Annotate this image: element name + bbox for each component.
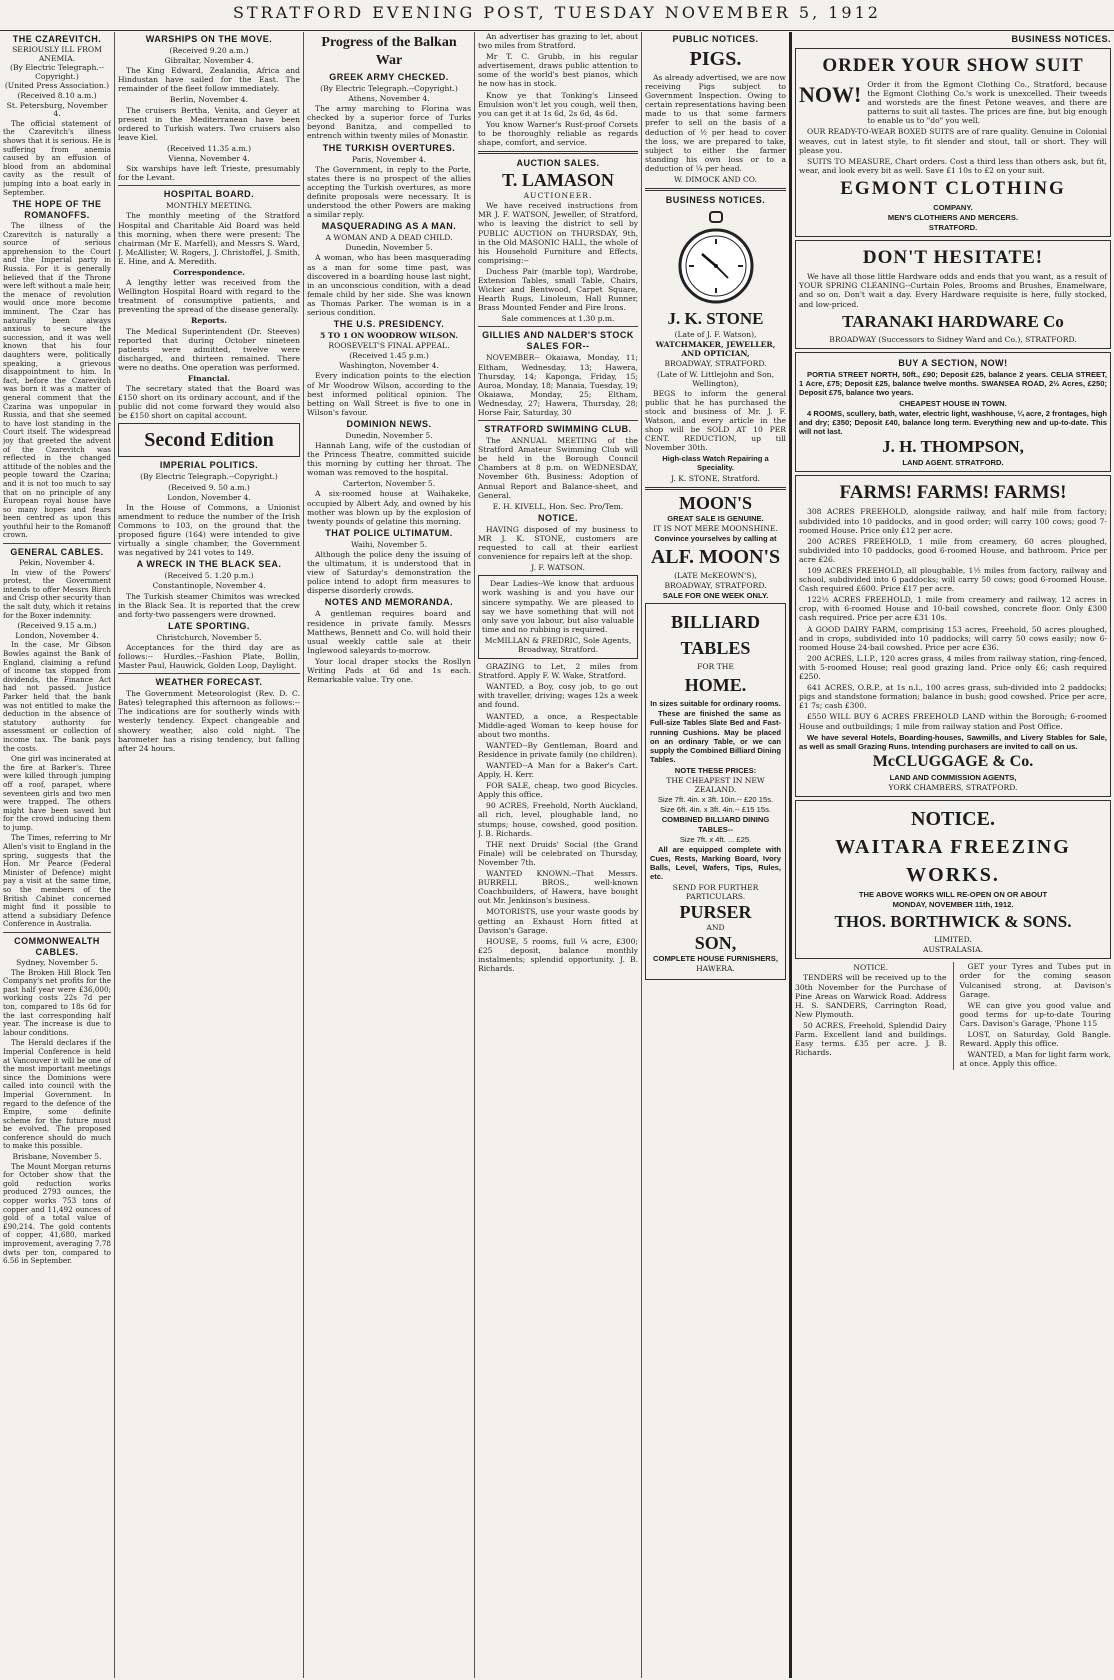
ad-subtitle: COMPANY. — [933, 202, 973, 212]
subheadline: ROOSEVELT'S FINAL APPEAL. — [328, 341, 450, 351]
ad-title: MOON'S — [678, 492, 752, 513]
ad-text: BEGS to inform the general public that he has purchased the stock and business of Mr. J. F. Watson, and every article in the shop will be SOLD AT 10 PER CENT. REDUCTION, up till November 30th. — [645, 388, 786, 453]
received: (Received 9.15 a.m.) — [17, 621, 97, 631]
received: (Received 9.20 a.m.) — [169, 46, 249, 55]
headline: MASQUERADING AS A MAN. — [321, 221, 457, 232]
article-text: The army marching to Florina was checked by a superior force of Turks beyond Banitza, and compelled to entrench within twenty miles of Monastir. — [307, 104, 471, 141]
article-text: You know Warner's Rust-proof Corsets to be thoroughly reliable as regards shape, comfort, and service. — [478, 119, 638, 148]
article-text: One girl was incinerated at the fire at Barker's. Three were killed through jumping off a roof, parapet, where seventeen girls and two men were trapped. The others might have been saved but for the crowd inducing them to jump. — [3, 754, 111, 832]
dateline: Constantinople, November 4. — [152, 581, 266, 591]
price: Size 7ft. x 4ft. ... £25. — [679, 834, 752, 844]
received: (Received 8.10 a.m.) — [17, 90, 97, 100]
classified: WANTED, a once, a Respectable Middle-aged Woman to keep house for about two months. — [478, 711, 638, 739]
ad-subtitle: LIMITED. — [934, 935, 972, 945]
ad-subtitle: CHEAPEST HOUSE IN TOWN. — [899, 398, 1007, 408]
classified: WANTED--A Man for a Baker's Cart. Apply, H. Kerr. — [478, 761, 638, 780]
classified: WANTED KNOWN.--That Messrs. BURRELL BROS., well-known Coachbuilders, of Hawera, have bought out Mr. Jenkinson's business. — [478, 869, 638, 906]
article-text: A woman, who has been masquerading as a man for some time past, was discovered in a boarding house last night, in an unconscious condition, with a dead female child by her side. She was known as Thomas Parker. The woman is in a serious condition. — [307, 253, 471, 317]
headline: HOSPITAL BOARD. — [163, 189, 255, 200]
ad-text: SUITS TO MEASURE, Chart orders. Cost a third less than others ask, but fit, wear, and look every bit as well. Save £1 10s to £2 on your suit. — [799, 156, 1107, 175]
price: Size 7ft. 4in. x 3ft. 10in.-- £20 15s. — [657, 795, 774, 805]
edition-banner: Second Edition — [144, 429, 274, 452]
ad-text: As already advertised, we are now receiving Pigs subject to Government Inspection. Owing to certain representations having been made to us that some farmers prefer to sell on the basis of a deduction of ½ per head to cover the loss, we are prepared to take, subject to either the farmer standing his own loss or to a deduction of ¼ per head. — [645, 73, 786, 173]
classified: WANTED, a Boy, cosy job, to go out with traveller, driving; wages 12s a week and found. — [478, 682, 638, 710]
listing: 200 ACRES, L.I.P., 120 acres grass, 4 miles from railway station, ring-fenced, with 5-roomed House; real good grazing land. Price only £6; cash required £250. — [799, 653, 1107, 682]
subheadline: A WOMAN AND A DEAD CHILD. — [325, 233, 453, 243]
billiard-ad — [645, 603, 786, 979]
listing: 122½ ACRES FREEHOLD, 1 mile from creamery and railway, 12 acres in crop, with 6-roomed House and 10-bail cowshed, concrete floor. Only £300 cash required. Price per acre £31 10s. — [799, 595, 1107, 623]
headline: WEATHER FORECAST. — [155, 677, 263, 688]
ad-subtitle: FOR THE — [697, 662, 734, 672]
ad-text: These are finished the same as Full-size Tables Slate Bed and Fast-running Cushions. May be placed on an ordinary Table, or we can supply the Combined Billiard Dining Tables. — [650, 709, 781, 764]
headline: NOTICE. — [537, 512, 578, 523]
column-6 — [795, 32, 1111, 1678]
dateline: London, November 4. — [167, 492, 251, 502]
ad-title: WAITARA FREEZING — [835, 835, 1071, 858]
ad-subtitle: MONDAY, NOVEMBER 11th, 1912. — [892, 900, 1014, 910]
classified: TENDERS will be received up to the 30th November for the Purchase of Pine Areas on Warwick Road. Address H. S. SANDERS, Carrington Road, New Plymouth. — [795, 973, 947, 1019]
address: BROADWAY (Successors to Sidney Ward and Co.), STRATFORD. — [829, 334, 1077, 344]
classified: WE can give you good value and good terms for up-to-date Touring Cars. Davison's Garage, 'Phone 115 — [959, 1000, 1111, 1028]
auctioneer-title: AUCTIONEER. — [523, 191, 593, 201]
clock-icon — [678, 210, 754, 306]
signature: McMILLAN & FREDRIC, Sole Agents, Broadway, Stratford. — [484, 635, 632, 654]
ad-title: THOS. BORTHWICK & SONS. — [834, 912, 1072, 932]
article-text: Although the police deny the issuing of the ultimatum, it is understood that in view of Saturday's demonstration the police intend to adopt firm measures to disperse disorderly crowds. — [307, 549, 471, 596]
section-heading: BUSINESS NOTICES. — [665, 195, 766, 206]
article-text: A lengthy letter was received from the Wellington Hospital Board with regard to the treatment of consumptive patients, and preventing the spread of the disease generally. — [118, 278, 300, 315]
headline: Progress of the Balkan War — [321, 35, 457, 68]
ad-text: HAVING disposed of my business to MR J. K. STONE, customers are requested to call at their earliest convenience for repairs left at the shop. — [478, 524, 638, 562]
article-text: In the case, Mr Gibson Bowles against the Bank of England, claiming a refund of income tax stopped from dividends, the Finance Act had not passed. Justice Parker held that the bank was not entitled to make the deduction in the absence of statutory authority for assessment or collection of income tax. The bank pays the costs. — [3, 640, 111, 753]
dateline: Dunedin, November 5. — [345, 243, 433, 253]
ad-subtitle: (Late of W. Littlejohn and Son, Wellington), — [657, 369, 774, 388]
headline: COMMONWEALTH CABLES. — [14, 936, 100, 957]
ad-title: TABLES — [680, 638, 751, 659]
ad-title: ORDER YOUR SHOW SUIT — [822, 55, 1084, 76]
masthead: STRATFORD EVENING POST, TUESDAY NOVEMBER 5, 1912 — [0, 0, 1114, 31]
article-text: The Medical Superintendent (Dr. Steeves) reported that during October nineteen patients were admitted, twelve were discharged, and thirteen remained. There were no deaths. One operation was performed. — [118, 326, 300, 372]
ad-subtitle: IT IS NOT MERE MOONSHINE. — [653, 523, 778, 533]
ad-title: DON'T HESITATE! — [862, 247, 1044, 269]
section-ad — [795, 352, 1111, 473]
dateline: London, November 4. — [15, 630, 99, 640]
classified: MOTORISTS, use your waste goods by getting an Exhaust Horn fitted at Davison's Garage. — [478, 907, 638, 935]
headline: WARSHIPS ON THE MOVE. — [145, 34, 273, 44]
ad-title: WORKS. — [906, 863, 1000, 886]
ad-text: 4 ROOMS, scullery, bath, water, electric light, washhouse, ¼ acre, 2 frontages, high and dry; £350; Deposit £40, balance long term. Everything new and up-to-date. This will not last. — [799, 409, 1107, 437]
ad-text: We have several Hotels, Boarding-houses, Sawmills, and Livery Stables for Sale, as well as small Grazing Runs. Intending purchasers are invited to call on us. — [799, 732, 1107, 751]
ad-subtitle: THE ABOVE WORKS WILL RE-OPEN ON OR ABOUT — [858, 889, 1048, 899]
received: (Received 1.45 p.m.) — [349, 351, 429, 361]
headline: GILLIES AND NALDER'S STOCK SALES FOR-- — [482, 330, 634, 352]
column-4 — [478, 32, 638, 1678]
ad-text: In sizes suitable for ordinary rooms. — [650, 699, 781, 709]
article-text: The illness of the Czarevitch is naturally a source of serious apprehension to the Court and the Imperial party in Russia. For it is generally believed that if the Throne were left without a male heir, the menace of revolution would once more become imminent. The Czar has naturally been always anxious to secure the succession, and it was well known that his four daughters were, politically speaking, a grievous disappointment to him. In fact, before the Czarevitch was born it was a matter of general comment that the Czarina was unpopular in Russia, and that she seemed to have lost standing in the Court itself. The widespread joy that greeted the advent of the Czarevitch was reflected in the changed attitude of the nobles and the people toward the Czarina; and it is not too much to say that on no principle of any European royal house have so many hopes and fears been centred as upon this youthful heir to the Romanoff crown. — [3, 221, 111, 540]
ad-text: OUR READY-TO-WEAR BOXED SUITS are of rare quality. Genuine in Colonial weaves, cut in latest style, to fit slender and stout, tall or short. They will please you. — [799, 127, 1107, 155]
article-text: Every indication points to the election of Mr Woodrow Wilson, according to the best informed political opinion. The betting on Wall Street is five to one in Wilson's favour. — [307, 371, 471, 417]
ad-title: ALF. MOON'S — [650, 545, 781, 568]
price: Size 6ft. 4in. x 3ft. 4in.-- £15 15s. — [659, 805, 771, 815]
ad-subtitle: COMPLETE HOUSE FURNISHERS, — [653, 954, 778, 964]
listing: 109 ACRES FREEHOLD, all ploughable, 1½ miles from factory, railway and school, subdivided into 6 paddocks; will carry 50 cows; good 6-roomed House. Cash required £600. Price £17 per acre. — [799, 566, 1107, 594]
column-3 — [307, 32, 471, 1678]
article-text: The Government, in reply to the Porte, states there is no prospect of the allies accepting the Turkish overtures, as more definite proposals were necessary. It is understood the other Powers are making a similar reply. — [307, 164, 471, 220]
listing: £550 WILL BUY 6 ACRES FREEHOLD LAND within the Borough; 6-roomed House and outbuildings; 1 mile from railway station and Post Office. — [799, 712, 1107, 731]
freezing-works-ad — [795, 800, 1111, 959]
column-5 — [645, 32, 786, 1678]
classified: 90 ACRES, Freehold, North Auckland, all rich, level, ploughable land, no stumps; house, cowshed, good position. J. B. Richards. — [478, 801, 638, 838]
signature: J. F. WATSON. — [531, 563, 585, 573]
ad-subtitle: Convince yourselves by calling at — [654, 533, 777, 543]
credit: (By Electric Telegraph.--Copyright.) — [320, 84, 458, 93]
ad-subtitle: THE CHEAPEST IN NEW ZEALAND. — [666, 776, 765, 795]
ad-subtitle: AUSTRALASIA. — [923, 945, 983, 955]
article-text: Six warships have left Trieste, presumably for the Levant. — [118, 164, 300, 183]
dateline: Brisbane, November 5. — [12, 1152, 102, 1162]
article-text: The King Edward, Zealandia, Africa and Hindustan have sailed for the East. The remainder of the fleet follow immediately. — [118, 66, 300, 94]
dateline: Waihi, November 5. — [350, 539, 428, 549]
ad-text: Duchess Pair (marble top), Wardrobe, Extension Tables, small Table, Chairs, Wicker and Bentwood, Carpet Square, Hearth Rugs, Linoleum, Hall Runner, Brass Mounted Fender and Fire Irons. — [478, 266, 638, 313]
ad-subtitle: SALE FOR ONE WEEK ONLY. — [662, 591, 769, 601]
section-heading: Correspondence. — [173, 267, 245, 277]
article-text: A gentleman requires board and residence in private family. Messrs Matthews, Bennett and Co. will hold their usual weekly cattle sale at their Inglewood saleyards to-morrow. — [307, 609, 471, 655]
signature: E. H. KIVELL, Hon. Sec. Pro/Tem. — [492, 501, 624, 511]
classifieds-left — [795, 962, 947, 1070]
dateline: Dunedin, November 5. — [345, 430, 433, 440]
headline: NOTES AND MEMORANDA. — [324, 597, 454, 608]
article-text: In the House of Commons, a Unionist amendment to reduce the number of the Irish Commons to 103, on the ground that the proposed figure (164) were intended to give virtually a single chamber, the Government was negatived by 241 votes to 149. — [118, 502, 300, 558]
ad-text: NOVEMBER-- Okaiawa, Monday, 11; Eltham, Wednesday, 13; Hawera, Thursday, 14; Kaponga, Friday, 15; Auroa, Monday, 18; Manaia, Tuesday, 19; Okaiawa, Monday, 25; Eltham, Wednesday, 27; Hawera, Thursday, 28; Horse Fair, Saturday, 30 — [478, 353, 638, 417]
dateline: Gibraltar, November 4. — [164, 56, 254, 66]
article-text: The Broken Hill Block Ten Company's net profits for the past half year were £36,000; working costs 22s 7d per ton, compared to 18s 6d for the last corresponding half year. The increase is due to labour conditions. — [3, 967, 111, 1037]
farms-ad — [795, 475, 1111, 797]
ad-subtitle: (Late of J. F. Watson), — [674, 330, 757, 340]
headline: THE CZAREVITCH. — [12, 34, 102, 44]
headline: A WRECK IN THE BLACK SEA. — [136, 559, 282, 570]
received: (Received 11.35 a.m.) — [166, 143, 252, 153]
headline: STRATFORD SWIMMING CLUB. — [484, 424, 632, 435]
signature: J. K. STONE, Stratford. — [670, 473, 761, 483]
ad-text: Order it from the Egmont Clothing Co., Stratford, because the Egmont Clothing Co.'s work is unexcelled. Their tweeds and worsteds are the finest Petone weaves, and there are patterns to suit all tastes. The prices are fine, but big enough to enable us to "do" you well. — [867, 80, 1107, 126]
section-heading: BUSINESS NOTICES. — [1011, 34, 1111, 44]
address: LAND AGENT. STRATFORD. — [902, 458, 1004, 468]
classified: 50 ACRES, Freehold, Splendid Dairy Farm. Excellent land and buildings. Easy terms. £35 per acre. J. B. Richards. — [795, 1020, 947, 1058]
ad-subtitle: COMBINED BILLIARD DINING TABLES-- — [661, 815, 770, 834]
ad-title: BUY A SECTION, NOW! — [898, 357, 1008, 368]
address: BROADWAY, STRATFORD. — [664, 581, 767, 590]
show-suit-ad — [795, 48, 1111, 237]
headline: LATE SPORTING. — [168, 620, 250, 631]
ad-subtitle: LAND AND COMMISSION AGENTS, — [889, 772, 1017, 782]
ad-text: We have all those little Hardware odds and ends that you want, as a result of YOUR SPRING CLEANING--Curtain Poles, Brooms and Brushes, Enamelware, and so on. Don't wait a day. Every Hardware requisite is here, fully stocked, and low-priced. — [799, 272, 1107, 309]
dateline: Paris, November 4. — [352, 154, 426, 164]
ad-title: HOME. — [684, 675, 747, 696]
signature: W. DIMOCK AND CO. — [674, 175, 757, 185]
article-text: The cruisers Bertha, Venita, and Geyer at present in the Mediterranean have been ordered to Turkish waters. Two cruisers also leave Kiel. — [118, 105, 300, 142]
ad-subtitle: AND — [706, 923, 725, 933]
sale-time: Sale commences at 1.30 p.m. — [501, 314, 615, 324]
address: BROADWAY, STRATFORD. — [664, 359, 767, 369]
ad-text: Dear Ladies--We know that arduous work washing is and you have our sincere sympathy. We are pleased to say we have something that will not only save you labour, but also valuable time and no rubbing is required. — [482, 579, 634, 634]
address: YORK CHAMBERS, STRATFORD. — [888, 782, 1018, 792]
ad-subtitle: SEND FOR FURTHER PARTICULARS. — [672, 883, 759, 902]
ad-title: PIGS. — [689, 48, 742, 70]
address: HAWERA. — [696, 964, 735, 974]
ad-subtitle: (LATE McKEOWN'S), — [674, 570, 757, 580]
section-heading: Reports. — [191, 316, 227, 326]
classifieds-right — [960, 962, 1112, 1070]
article-text: The monthly meeting of the Stratford Hospital and Charitable Aid Board was held this morning, when there were present: The chairman (Mr E. Marfell), and Messrs S. Ward, J. McAllister, W. Rogers, J. Christoffel, J. Smith, E. Hine, and A. Meredith. — [118, 211, 300, 266]
classified: GRAZING to Let, 2 miles from Stratford. Apply F. W. Wake, Stratford. — [478, 662, 638, 681]
address: STRATFORD. — [928, 223, 978, 233]
section-heading: PUBLIC NOTICES. — [672, 34, 759, 44]
section-heading: Financial. — [187, 374, 231, 383]
ad-box — [478, 575, 638, 659]
headline: DOMINION NEWS. — [346, 418, 432, 429]
received: (Received 5. 1.20 p.m.) — [164, 571, 254, 581]
classified: GET your Tyres and Tubes put in order for the coming season Vulcanised strong, at Davison's Garage. — [959, 962, 1111, 999]
article-text: Know ye that Tonking's Linseed Emulsion won't let you cough, well then, you can get it at 1s 6d, 2s 6d, 4s 6d. — [478, 90, 638, 118]
headline: IMPERIAL POLITICS. — [159, 460, 259, 471]
ad-subtitle: NOTE THESE PRICES: — [674, 765, 757, 775]
article-text: A six-roomed house at Waihakeke, occupied by Albert Ady, and owned by his mother was blown up by the explosion of twenty pounds of gelatine this morning. — [307, 489, 471, 526]
dateline: St. Petersburg, November 4. — [6, 100, 108, 119]
article-text: The secretary stated that the Board was £150 short on its ordinary account, and if the public did not come forward they would also be £150 short on capital account. — [118, 384, 300, 421]
ad-title: NOW! — [799, 82, 862, 107]
article-text: In view of the Powers' protest, the Government intends to offer Messrs Birch and Crisp other security than the salt duty, which it retains for the Boxer indemnity. — [3, 567, 111, 620]
auctioneer-name: T. LAMASON — [502, 170, 614, 191]
article-text: The Times, referring to Mr Allen's visit to England in the spring, suggests that the Hon. Mr Pearce (Federal Minister of Defence) might pay a visit at the same time, so the members of the British Cabinet concerned might find it possible to attend a subsidiary Defence Conference in Australia. — [3, 833, 111, 929]
dateline: Berlin, November 4. — [169, 95, 249, 105]
received: (Received 9. 50 a.m.) — [168, 482, 250, 492]
ad-title: TARANAKI HARDWARE Co — [842, 311, 1064, 331]
listing: 200 ACRES FREEHOLD, 1 mile from creamery, 60 acres ploughed, subdivided into 10 paddocks, good 6-roomed House, and bathroom. Price per acre £26. — [799, 536, 1107, 564]
classified: HOUSE, 5 rooms, full ¼ acre, £300; £25 deposit, balance monthly instalments; splendid opportunity. J. B. Richards. — [478, 936, 638, 973]
column-2 — [118, 32, 300, 1678]
headline: THE HOPE OF THE ROMANOFFS. — [12, 199, 102, 221]
headline: THAT POLICE ULTIMATUM. — [325, 527, 453, 538]
article-text: The Government Meteorologist (Rev. D. C. Bates) telegraphed this afternoon as follows:-- The indications are for southerly winds with westerly tendency. Expect changeable and showery weather, also cold night. The barometer has a rising tendency, but falling after 24 hours. — [118, 689, 300, 753]
dateline: Sydney, November 5. — [16, 958, 98, 967]
subheadline: 5 TO 1 ON WOODROW WILSON. — [319, 331, 459, 341]
classified: LOST, on Saturday, Gold Bangle. Reward. Apply this office. — [959, 1030, 1111, 1049]
ad-subtitle: High-class Watch Repairing a Speciality. — [662, 454, 769, 473]
article-text: The Mount Morgan returns for October show that the gold reduction works produced 2793 ounces, the copper works 753 tons of copper and 11,492 ounces of gold of a total value of £90,214. The gold contents of copper, 41,680, marked improvement, averaging 7.78 dwts per ton, compared to 6.56 in September. — [3, 1161, 111, 1266]
classified: WANTED, a Man for light farm work, at once. Apply this office. — [959, 1050, 1111, 1069]
headline: THE U.S. PRESIDENCY. — [333, 319, 445, 330]
ad-subtitle: WATCHMAKER, JEWELLER, AND OPTICIAN, — [655, 340, 776, 359]
ad-subtitle: GREAT SALE IS GENUINE. — [667, 513, 764, 523]
article-text: The Herald declares if the Imperial Conference is held at Vancouver it will be one of the most important meetings since the Dominions were called into council with the Imperial Government. In regard to the defence of the Empire, some definite scheme for the future must be evolved. The proposed conference should do much to make this possible. — [3, 1038, 111, 1151]
classified: FOR SALE, cheap, two good Bicycles. Apply this office. — [478, 781, 638, 800]
ad-title: J. H. THOMPSON, — [882, 437, 1024, 457]
ad-title: J. K. STONE — [667, 309, 764, 329]
listing: 308 ACRES FREEHOLD, alongside railway, and half mile from factory; subdivided into 10 paddocks, and in good order; will carry 100 cows; good 7-roomed House. Price only £12 per acre. — [799, 507, 1107, 535]
credit: (By Electric Telegraph.--Copyright.) — [140, 472, 278, 482]
dateline: Christchurch, November 5. — [156, 632, 262, 642]
ad-title: SON, — [694, 933, 737, 954]
listing: 641 ACRES, O.R.P., at 1s n.l., 100 acres grass, sub-divided into 2 paddocks; pigs and standstone formation; balance in bush; good cowshed. Price per acre, £1 7s; cash £300. — [799, 683, 1107, 711]
ad-text: PORTIA STREET NORTH, 50ft., £90; Deposit £25, balance 2 years. CELIA STREET, 1 Acre, £75; Deposit £25, balance twelve months. SWANSEA ROAD, 2½ Acres, £250; Deposit £75, balance two years. — [799, 369, 1107, 397]
dateline: Athens, November 4. — [348, 94, 430, 104]
ad-title: NOTICE. — [911, 807, 995, 830]
classified: WANTED--By Gentleman, Board and Residence in private family (no children). — [478, 740, 638, 759]
article-text: An advertiser has grazing to let, about two miles from Stratford. — [478, 32, 638, 51]
ad-text: We have received instructions from MR J. F. WATSON, Jeweller, of Stratford, who is leaving the district to sell by PUBLIC AUCTION on THURSDAY, 9th, in the Old MASONIC HALL, the whole of his Household Furniture and Effects, comprising:-- — [478, 201, 638, 265]
ad-title: FARMS! FARMS! FARMS! — [839, 482, 1067, 504]
article-text: Mr T. C. Grubb, in his regular advertisement, draws public attention to some of the world's best pianos, which he now has in stock. — [478, 52, 638, 89]
subheadline: MONTHLY MEETING. — [165, 201, 253, 211]
ad-title: EGMONT CLOTHING — [840, 177, 1066, 199]
column-1 — [3, 32, 111, 1678]
section-heading: AUCTION SALES. — [516, 158, 600, 169]
article-text: Hannah Lang, wife of the custodian of the Princess Theatre, committed suicide this morning by cutting her throat. The woman was removed to the hospital. — [307, 441, 471, 478]
article-text: The official statement of the Czarevitch's illness shows that it is serious. He is suffering from anemia caused by an effusion of blood from an abdominal cavity as the result of jumping into a boat early in September. — [3, 118, 111, 197]
section-heading: NOTICE. — [853, 963, 889, 973]
hardware-ad — [795, 240, 1111, 348]
dateline: Pekin, November 4. — [19, 558, 95, 568]
article-text: The Turkish steamer Chimitos was wrecked in the Black Sea. It is reported that the crew and forty-two passengers were drowned. — [118, 591, 300, 619]
subheadline: SERIOUSLY ILL FROM ANEMIA. — [12, 45, 102, 63]
ad-text: The ANNUAL MEETING of the Stratford Amateur Swimming Club will be held in the Borough Council Chambers at 8 p.m. on WEDNESDAY, November 6th. Business: Adoption of Annual Report and Balance-sheet, and General. — [478, 436, 638, 500]
ad-title: PURSER — [679, 902, 752, 923]
ad-subtitle: MEN'S CLOTHIERS AND MERCERS. — [887, 213, 1019, 223]
headline: GENERAL CABLES. — [10, 547, 104, 558]
article-text: Acceptances for the third day are as follows:-- Hurdles.--Fashion Plate, Bollin, Master Paul, Hauwick, Golden Loop, Daylight. — [118, 642, 300, 671]
article-text: Your local draper stocks the Rosllyn Writing Pads at 6d and 1s each. Remarkable value. Try one. — [307, 656, 471, 685]
ad-title: BILLIARD — [670, 612, 761, 633]
dateline: Washington, November 4. — [339, 361, 439, 371]
dateline: Carterton, November 5. — [342, 479, 436, 489]
listing: A GOOD DAIRY FARM, comprising 153 acres, Freehold, 50 acres ploughed, and in crops, subdivided into 10 paddocks; will carry 50 cows easily; now 6-roomed House 24-bail cowshed. Price per acre £36. — [799, 624, 1107, 652]
headline: THE TURKISH OVERTURES. — [322, 142, 456, 153]
credit: (By Electric Telegraph.--Copyright.) — [10, 63, 104, 81]
headline: GREEK ARMY CHECKED. — [329, 72, 449, 82]
dateline: Vienna, November 4. — [168, 154, 250, 164]
ad-text: All are equipped complete with Cues, Rests, Marking Board, Ivory Balls, Level, Wafers, Tips, Rules, etc. — [650, 844, 781, 881]
ad-title: McCLUGGAGE & Co. — [872, 752, 1034, 770]
classified: THE next Druids' Social (the Grand Finale) will be celebrated on Thursday, November 7th. — [478, 839, 638, 867]
credit: (United Press Association.) — [4, 81, 110, 91]
